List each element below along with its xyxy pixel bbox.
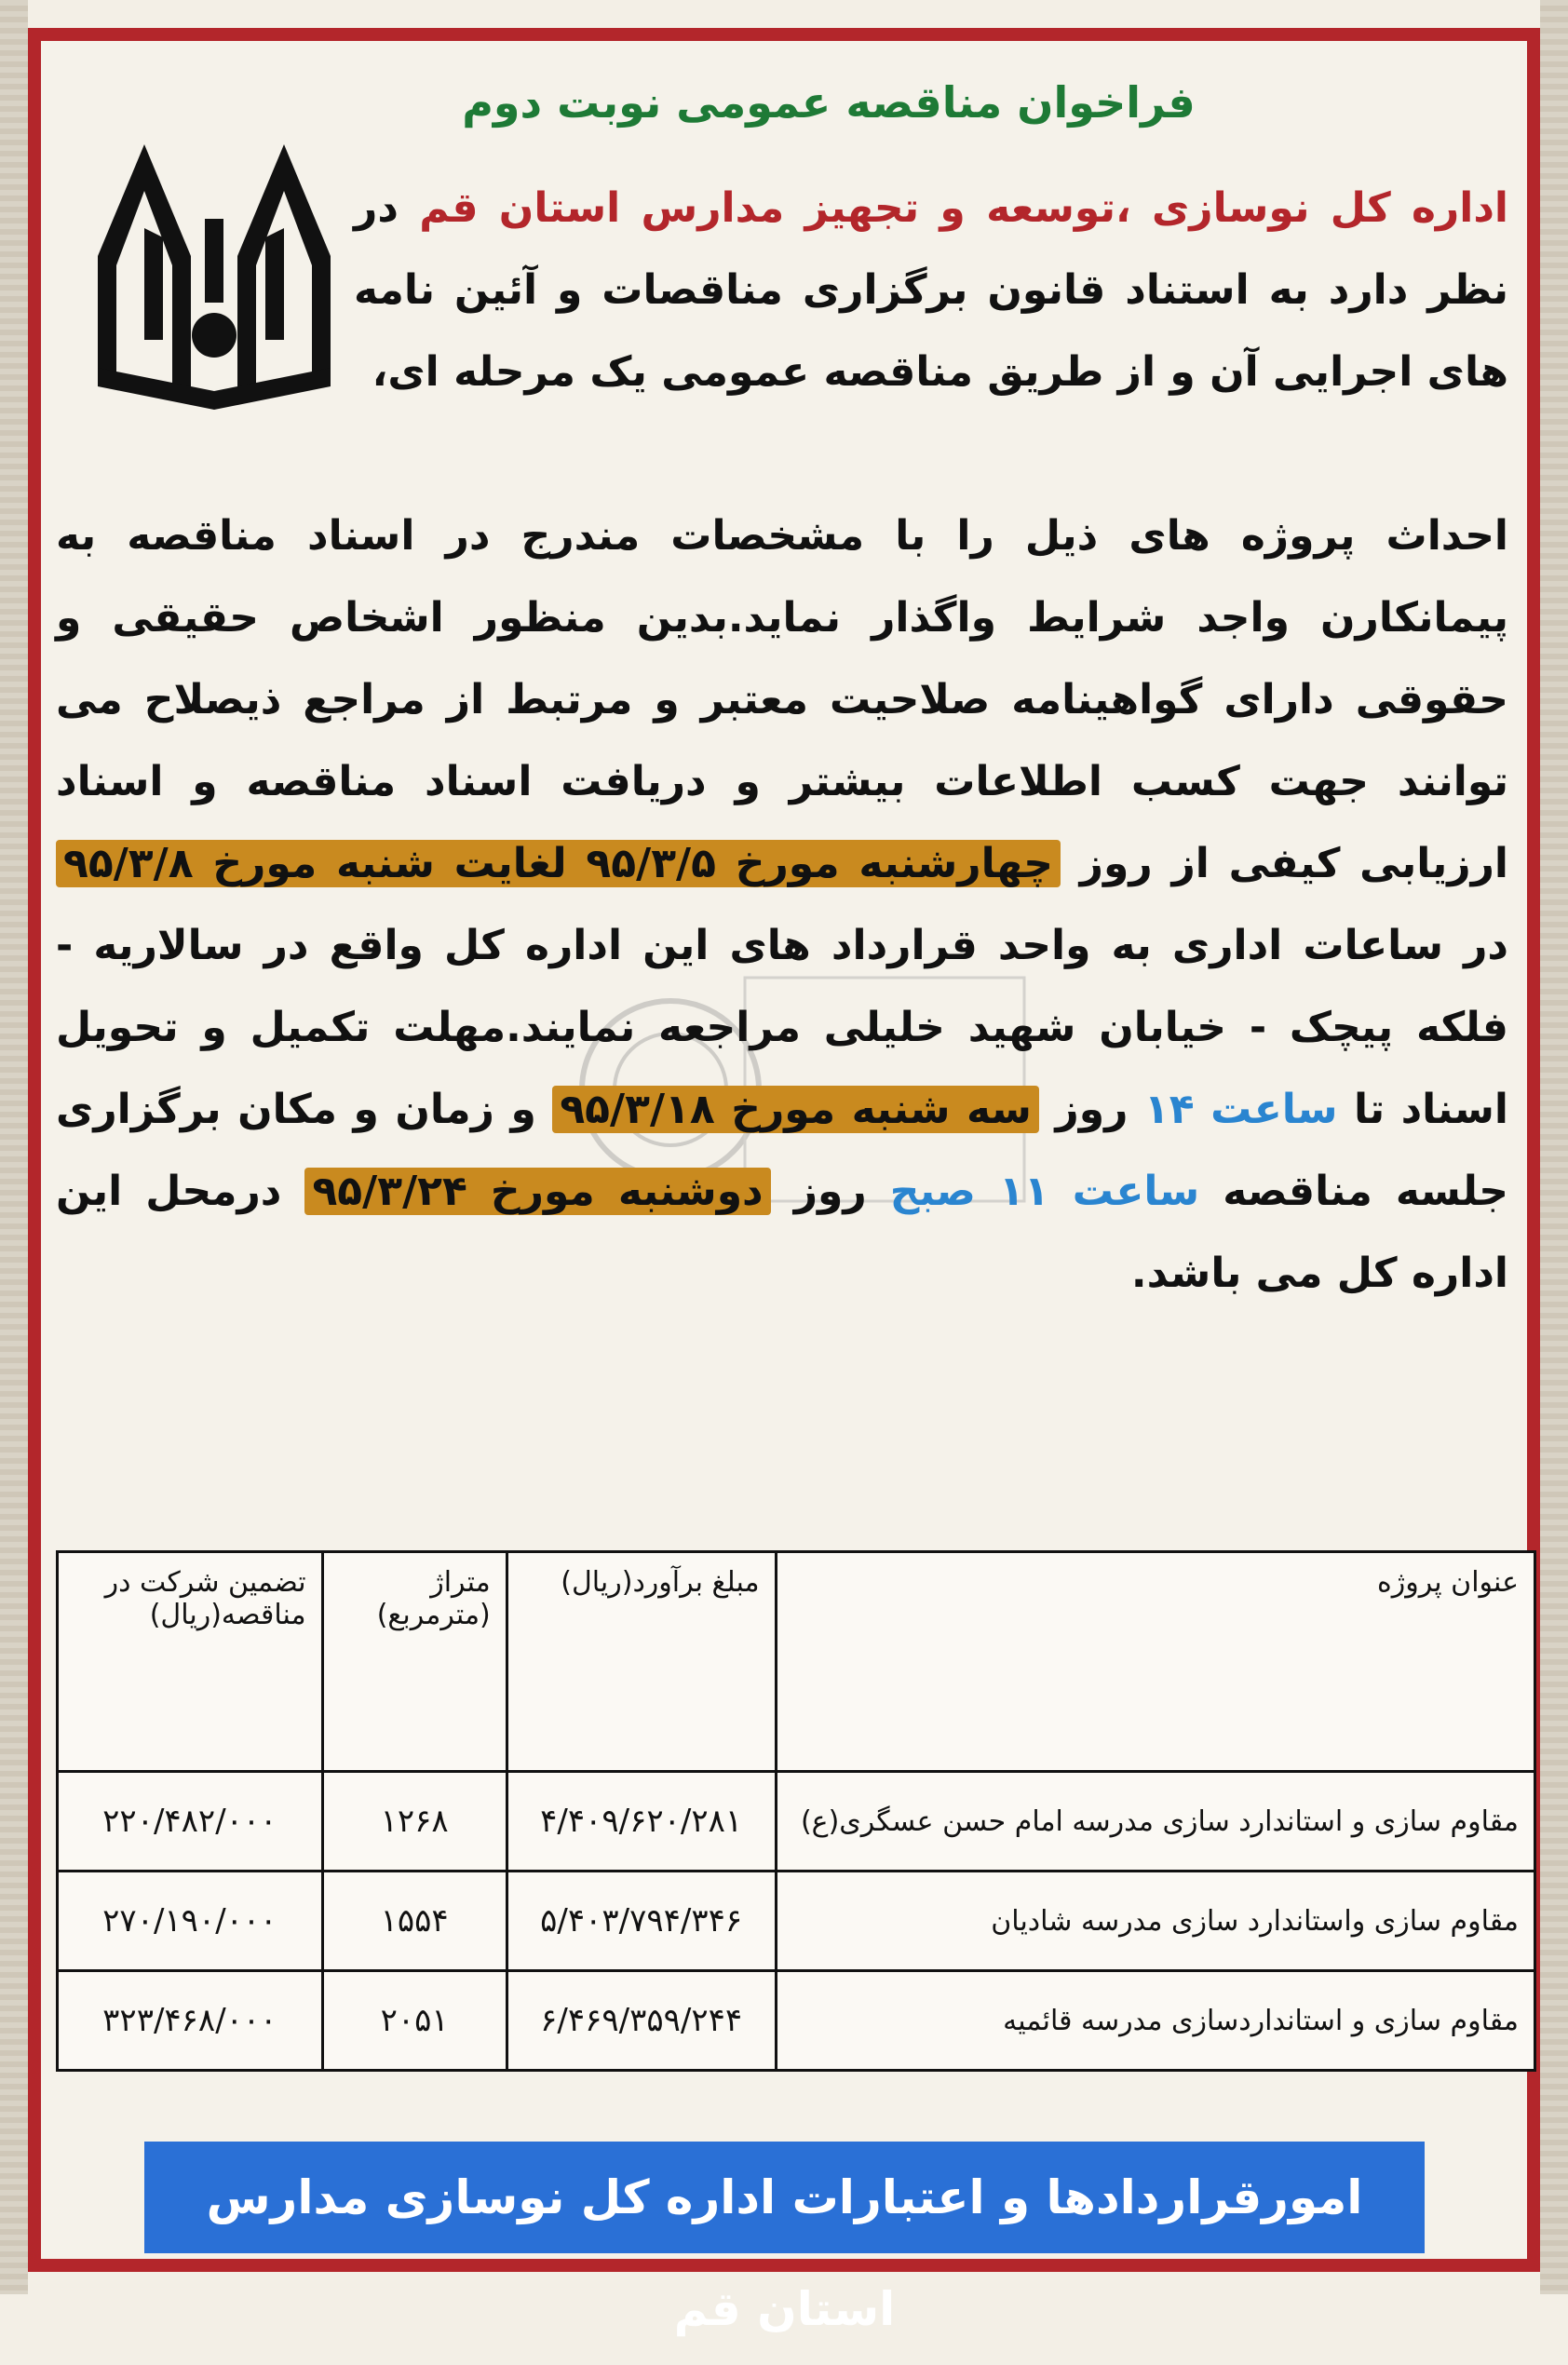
intro-text: در نظر دارد به استناد قانون برگزاری مناقصات و آئین نامه های اجرایی آن و از طریق مناقصه عمومی یک مرحله ای، <box>354 184 1508 396</box>
main-text-3: و زمان و مکان برگزاری جلسه مناقصه <box>56 1086 1509 1215</box>
table-header-row <box>58 1552 1535 1772</box>
cell-area: ۱۲۶۸ <box>322 1772 507 1872</box>
header-area: متراژ (مترمربع) <box>322 1552 507 1772</box>
meeting-time: ساعت ۱۱ صبح <box>889 1168 1200 1215</box>
cell-project: مقاوم سازی و استاندارد سازی مدرسه امام حسن عسگری(ع) <box>776 1772 1534 1872</box>
cell-area: ۱۵۵۴ <box>322 1872 507 1971</box>
table-row <box>58 1772 1535 1872</box>
cell-project: مقاوم سازی واستاندارد سازی مدرسه شادیان <box>776 1872 1534 1971</box>
main-text-2: در ساعات اداری به واحد قرارداد های این اداره کل واقع در سالاریه - فلکه پیچک - خیابان شهید خلیلی مراجعه نمایند.مهلت تکمیل و تحویل اسناد تا <box>56 922 1509 1133</box>
cell-estimate: ۴/۴۰۹/۶۲۰/۲۸۱ <box>507 1772 776 1872</box>
scan-edge-right <box>1540 0 1568 2294</box>
header-project: عنوان پروژه <box>776 1552 1534 1772</box>
cell-guarantee: ۲۲۰/۴۸۲/۰۰۰ <box>58 1772 323 1872</box>
deadline-date: سه شنبه مورخ ۹۵/۳/۱۸ <box>552 1086 1039 1133</box>
school-renovation-logo <box>88 107 340 414</box>
deadline-time: ساعت ۱۴ <box>1143 1086 1338 1133</box>
scan-edge-left <box>0 0 28 2294</box>
cell-estimate: ۶/۴۶۹/۳۵۹/۲۴۴ <box>507 1971 776 2071</box>
cell-guarantee: ۲۷۰/۱۹۰/۰۰۰ <box>58 1872 323 1971</box>
cell-guarantee: ۳۲۳/۴۶۸/۰۰۰ <box>58 1971 323 2071</box>
projects-table <box>56 1550 1536 2072</box>
table-row <box>58 1971 1535 2071</box>
header-estimate: مبلغ برآورد(ریال) <box>507 1552 776 1772</box>
header-guarantee: تضمین شرکت در مناقصه(ریال) <box>58 1552 323 1772</box>
deadline-day-word: روز <box>1038 1086 1144 1133</box>
notice-paragraph-main <box>56 495 1508 1315</box>
footer-banner: امورقراردادها و اعتبارات اداره کل نوسازی مدارس استان قم <box>144 2142 1425 2253</box>
table-row <box>58 1872 1535 1971</box>
notice-title: فراخوان مناقصه عمومی نوبت دوم <box>462 77 1196 128</box>
meeting-date: دوشنبه مورخ ۹۵/۳/۲۴ <box>304 1168 770 1215</box>
cell-area: ۲۰۵۱ <box>322 1971 507 2071</box>
main-text-4: درمحل این اداره کل می باشد. <box>56 1168 1508 1297</box>
cell-estimate: ۵/۴۰۳/۷۹۴/۳۴۶ <box>507 1872 776 1971</box>
document-date-range: چهارشنبه مورخ ۹۵/۳/۵ لغایت شنبه مورخ ۹۵/۳/۸ <box>56 840 1061 887</box>
cell-project: مقاوم سازی و استانداردسازی مدرسه قائمیه <box>776 1971 1534 2071</box>
main-text-1: احداث پروژه های ذیل را با مشخصات مندرج در اسناد مناقصه به پیمانکارن واجد شرایط واگذار نماید.بدین منظور اشخاص حقیقی و حقوقی دارای گواهینامه صلاحیت معتبر و مرتبط از مراجع ذیصلاح می توانند جهت کسب اطلاعات بیشتر و دریافت اسناد مناقصه و اسناد ارزیابی کیفی از روز <box>56 512 1509 887</box>
notice-paragraph-intro <box>354 168 1508 413</box>
organization-name: اداره کل نوسازی ،توسعه و تجهیز مدارس استان قم <box>419 184 1508 232</box>
projects-table-wrapper <box>56 1550 1536 2072</box>
meeting-day-word: روز <box>770 1168 890 1215</box>
